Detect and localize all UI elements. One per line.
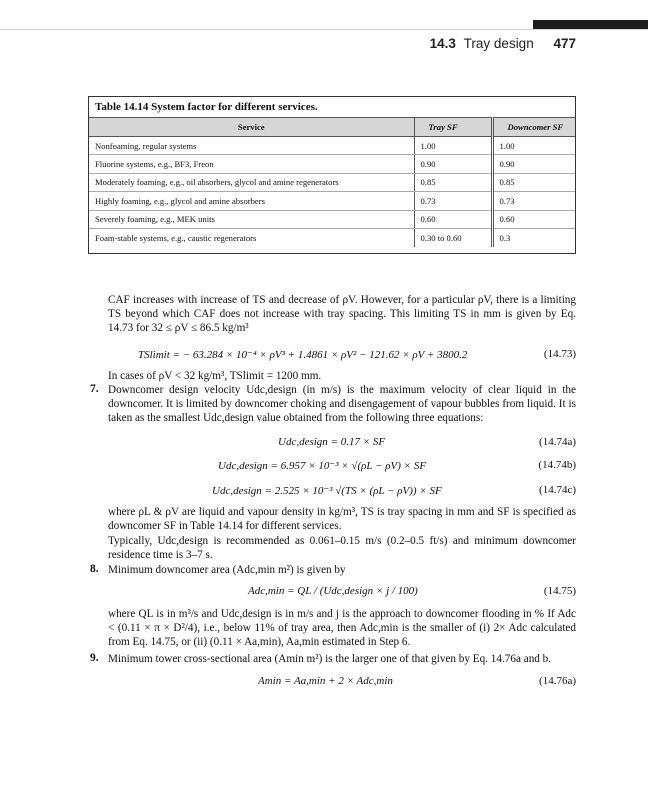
equation-text: Adc,min = QL / (Udc,design × j / 100) xyxy=(248,585,418,597)
paragraph-caf: CAF increases with increase of TS and decrease of ρV. However, for a particular ρV, there is a limiting TS beyond which CAF does not increase with tray spacing. This limiting TS in mm is given by Eq. 14.73 for 32 ≤ ρV ≤ 86.5 kg/m³ xyxy=(108,294,576,334)
header-rule xyxy=(0,29,648,30)
equation-text: Amin = Aa,min + 2 × Adc,min xyxy=(258,675,393,687)
cell-service: Foam-stable systems, e.g., caustic regenerators xyxy=(95,232,257,243)
equation-text: Udc,design = 2.525 × 10⁻³ √(TS × (ρL − ρV)) × SF xyxy=(212,485,442,497)
table-row xyxy=(89,192,575,210)
cell-downcomer-sf: 0.73 xyxy=(492,192,575,210)
cell-tray-sf: 0.30 to 0.60 xyxy=(414,228,492,246)
equation-text: Udc,design = 0.17 × SF xyxy=(278,436,386,448)
cell-service: Nonfoaming, regular systems xyxy=(89,137,414,155)
table-row xyxy=(89,155,575,173)
cell-downcomer-sf: 0.3 xyxy=(492,228,575,246)
cell-service: Highly foaming, e.g., glycol and amine absorbers xyxy=(89,192,414,210)
paragraph-where-ql: where QL is in m³/s and Udc,design is in m/s and j is the approach to downcomer flooding in % If Adc < (0.11 × π × D²/4), i.e., below 11% of tray area, then Adc,min is the smaller of (i) 2× Adc calculated from Eq. 14.75, or (ii) (0.11 × Aa,min), Aa,min estimated in Step 6. xyxy=(108,608,576,648)
item-9-text: Minimum tower cross-sectional area (Amin m²) is the larger one of that given by Eq. 14.76a and b. xyxy=(108,653,552,665)
cell-tray-sf: 0.85 xyxy=(414,173,492,191)
cell-service: Fluorine systems, e.g., BF3, Freon xyxy=(89,155,414,173)
equation-number: (14.75) xyxy=(543,585,576,597)
cell-tray-sf: 0.90 xyxy=(414,155,492,173)
cell-downcomer-sf: 0.60 xyxy=(492,210,575,228)
item-8-text: Minimum downcomer area (Adc,min m²) is given by xyxy=(108,564,346,576)
cell-service: Moderately foaming, e.g., oil absorbers, glycol and amine regenerators xyxy=(89,173,414,191)
table-row xyxy=(89,228,575,246)
running-head xyxy=(430,36,576,51)
equation-number: (14.73) xyxy=(543,348,576,360)
equation-14-75 xyxy=(108,585,576,601)
table xyxy=(89,117,575,247)
cell-tray-sf: 0.60 xyxy=(414,210,492,228)
cell-downcomer-sf: 0.90 xyxy=(492,155,575,173)
equation-text: Udc,design = 6.957 × 10⁻³ × √(ρL − ρV) × SF xyxy=(218,460,427,472)
cell-tray-sf: 1.00 xyxy=(414,137,492,155)
paragraph-ts-limit: In cases of ρV < 32 kg/m³, TSlimit = 1200 mm. xyxy=(108,370,322,382)
table-caption: Table 14.14 System factor for different services. xyxy=(95,101,318,113)
equation-number: (14.74b) xyxy=(538,459,576,471)
col-header-tray-sf: Tray SF xyxy=(414,118,492,137)
equation-number: (14.74a) xyxy=(539,436,576,448)
cell-downcomer-sf: 0.85 xyxy=(492,173,575,191)
equation-14-74a xyxy=(108,436,576,452)
col-header-downcomer-sf: Downcomer SF xyxy=(492,118,575,137)
item-7-text: Downcomer design velocity Udc,design (in m/s) is the maximum velocity of clear liquid in the downcomer. It is limited by downcomer choking and disengagement of vapour bubbles from liquid. It is taken as the smallest Udc,design value obtained from the following three equations: xyxy=(108,384,576,424)
equation-14-74c xyxy=(108,484,576,500)
table-row xyxy=(89,173,575,191)
section-title: Tray design xyxy=(463,36,534,51)
table-row xyxy=(89,137,575,155)
equation-14-76a xyxy=(108,675,576,691)
paragraph-typically: Typically, Udc,design is recommended as 0.061–0.15 m/s (0.2–0.5 ft/s) and minimum downcomer residence time is 3–7 s. xyxy=(108,535,576,561)
page-number: 477 xyxy=(553,36,576,51)
section-number: 14.3 xyxy=(429,36,456,51)
cell-service: Severely foaming, e.g., MEK units xyxy=(89,210,414,228)
cell-tray-sf: 0.73 xyxy=(414,192,492,210)
list-number-8: 8. xyxy=(90,563,99,575)
list-number-9: 9. xyxy=(90,652,99,664)
system-factor-table xyxy=(88,96,576,254)
cell-downcomer-sf: 1.00 xyxy=(492,137,575,155)
equation-14-74b xyxy=(108,459,576,475)
table-row xyxy=(89,210,575,228)
paragraph-where-rho: where ρL & ρV are liquid and vapour density in kg/m³, TS is tray spacing in mm and SF is specified as downcomer SF in Table 14.14 for different services. xyxy=(108,506,576,532)
list-number-7: 7. xyxy=(90,383,99,395)
equation-number: (14.74c) xyxy=(539,484,576,496)
col-header-service: Service xyxy=(89,118,414,137)
equation-text: TSlimit = − 63.284 × 10⁻⁴ × ρV³ + 1.4861 × ρV² − 121.62 × ρV + 3800.2 xyxy=(138,349,468,361)
table-header-row xyxy=(89,118,575,137)
equation-number: (14.76a) xyxy=(539,675,576,687)
equation-14-73 xyxy=(108,348,576,364)
